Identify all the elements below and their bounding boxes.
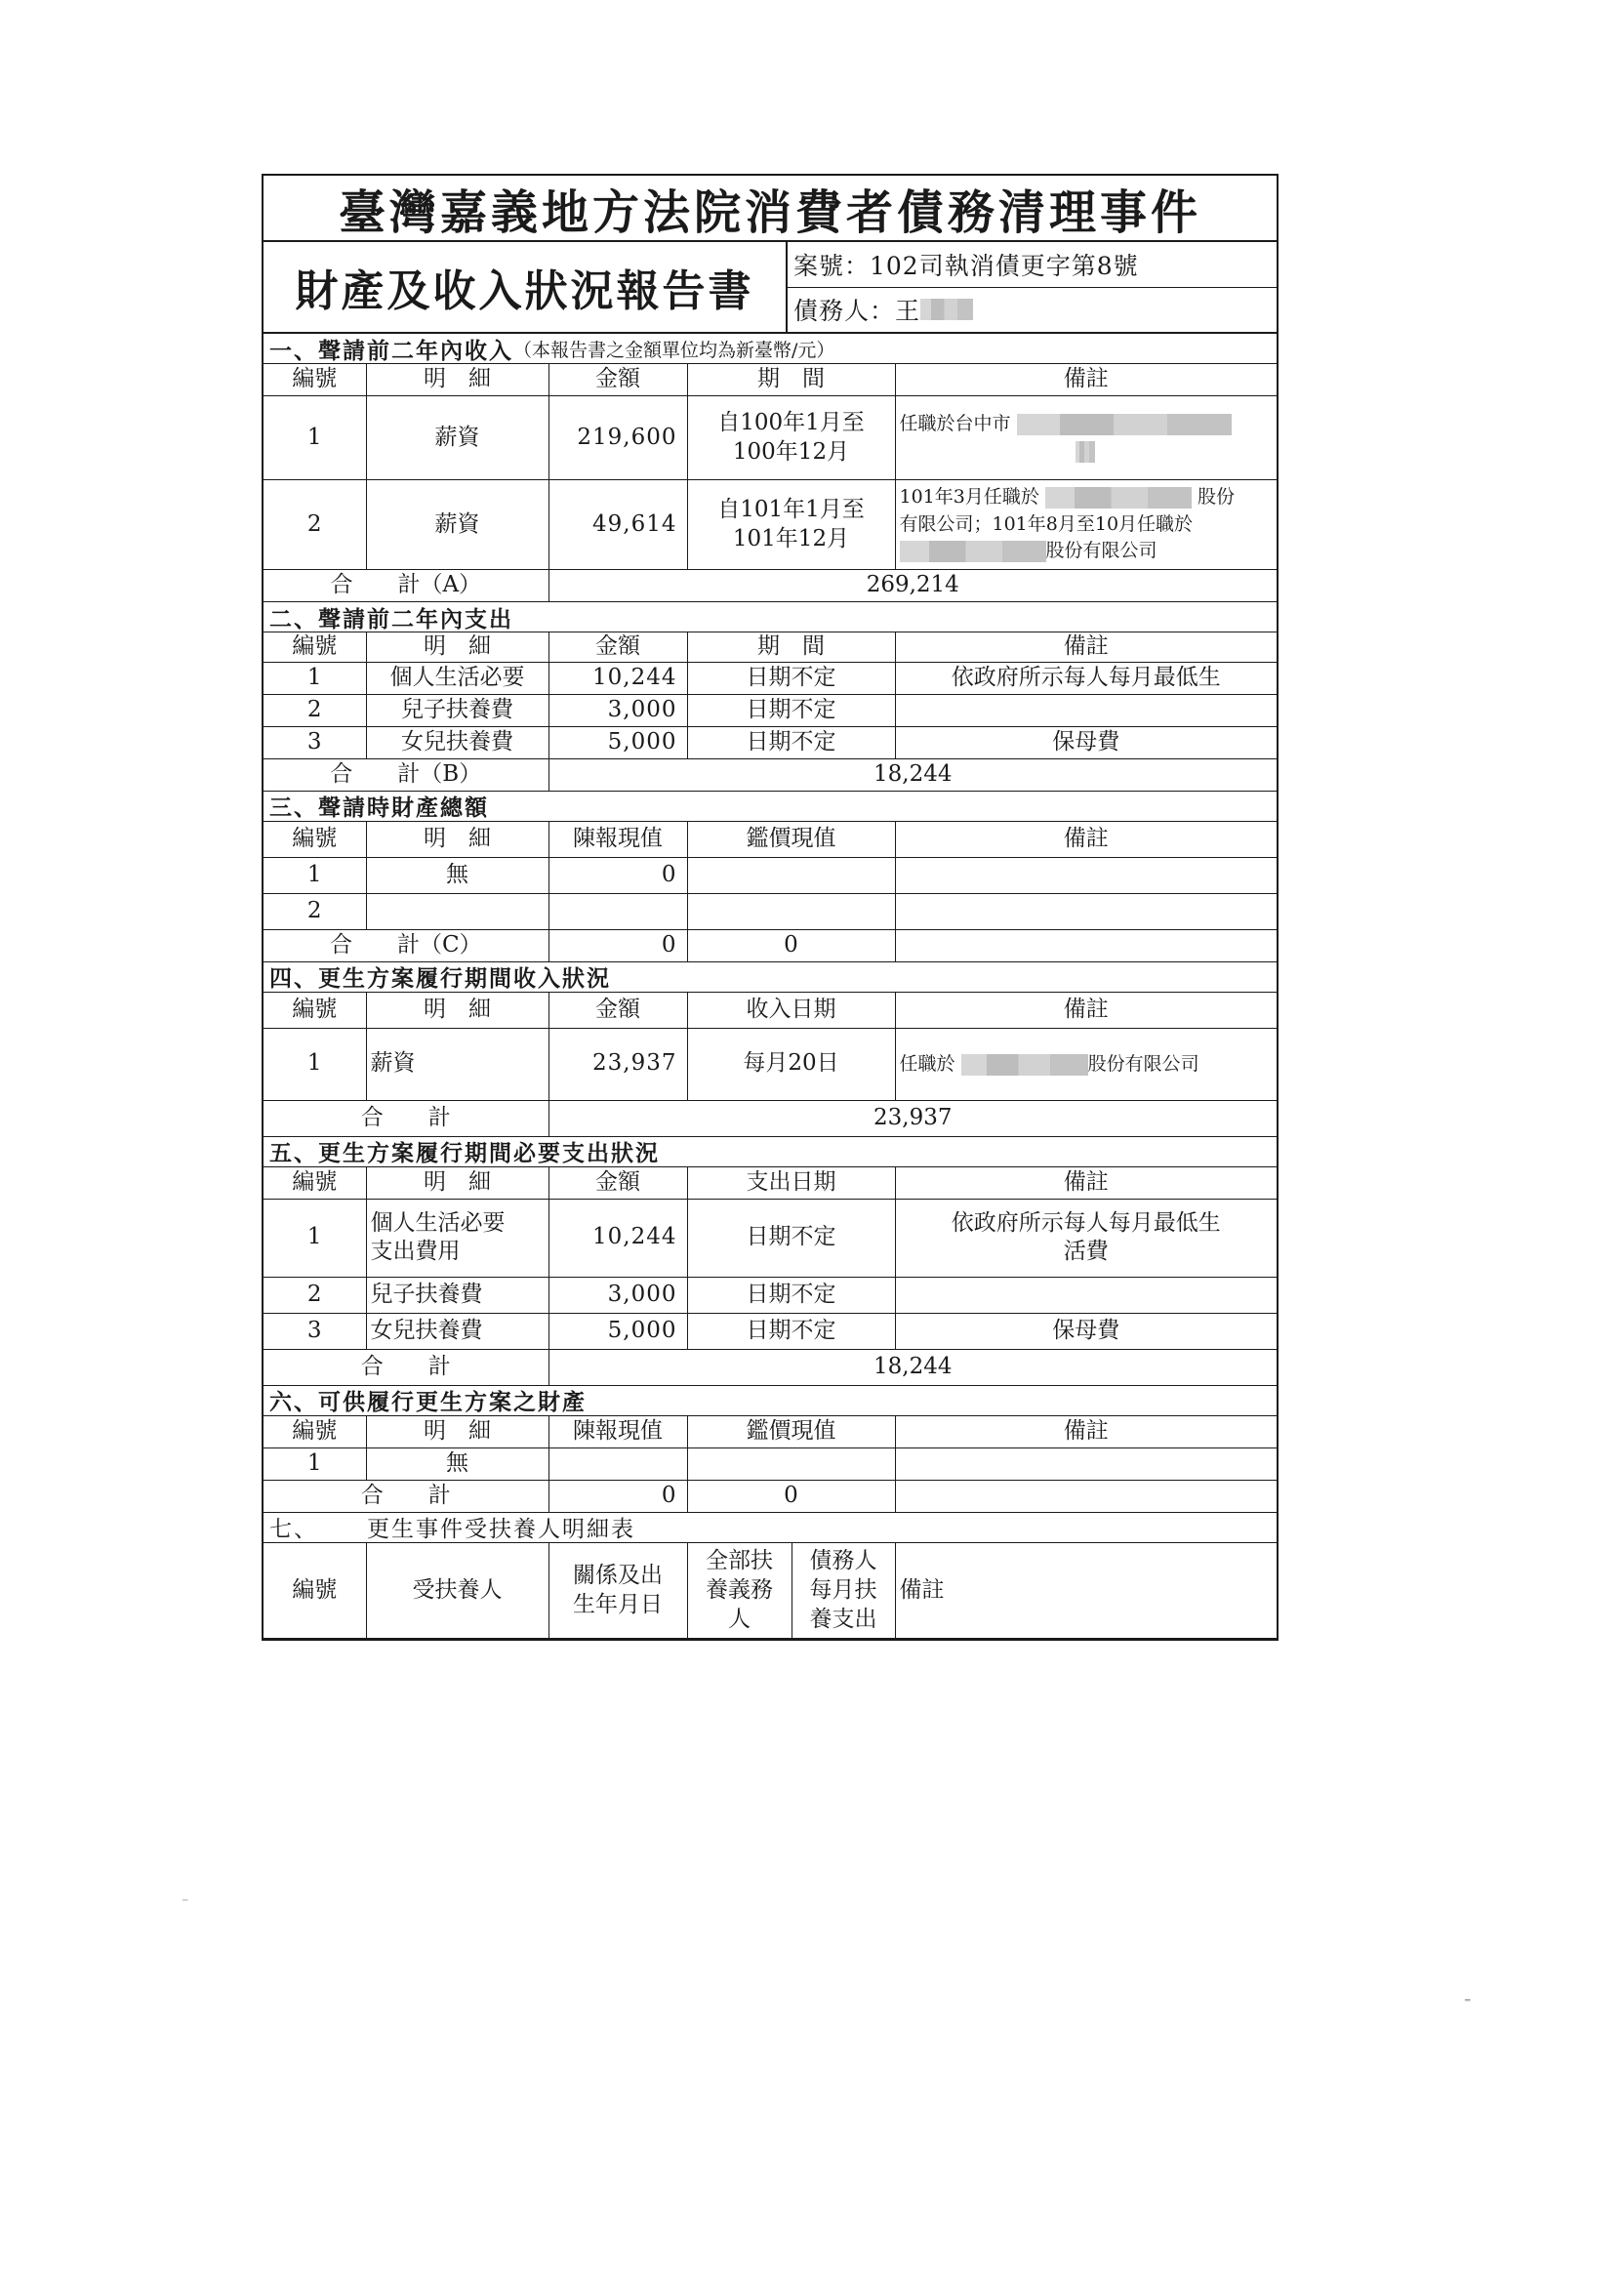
currency-note: （本報告書之金額單位均為新臺幣/元） [513, 339, 835, 361]
section-3-heading [264, 792, 1277, 822]
row-item [366, 1199, 548, 1277]
row-amount: 5,000 [548, 726, 687, 758]
col-detail: 明 細 [366, 1167, 548, 1200]
total-label: 合 計（A） [264, 570, 548, 602]
row-declared: 0 [548, 857, 687, 893]
table-header-row [264, 632, 1277, 662]
col-remark: 備註 [895, 1543, 1277, 1639]
table-row [264, 1199, 1277, 1277]
expense-table [264, 632, 1277, 792]
row-item: 薪資 [366, 1028, 548, 1100]
row-remark: 保母費 [895, 1313, 1277, 1349]
section-2-heading [264, 602, 1277, 632]
row-no: 3 [264, 726, 366, 758]
row-remark [895, 1028, 1277, 1100]
col-remark: 備註 [895, 993, 1277, 1029]
header-line: 全部扶 [706, 1547, 773, 1573]
row-no: 2 [264, 893, 366, 929]
row-remark [895, 1277, 1277, 1313]
row-remark: 依政府所示每人每月最低生 [895, 662, 1277, 694]
col-declared: 陳報現值 [548, 822, 687, 858]
section-3-title: 三、聲請時財產總額 [269, 795, 489, 822]
total-label: 合 計 [264, 1349, 548, 1385]
table-row [264, 857, 1277, 893]
row-item: 無 [366, 1447, 548, 1480]
total-value: 269,214 [548, 570, 1277, 602]
col-detail: 明 細 [366, 1416, 548, 1448]
period-start: 自100年1月至 [717, 409, 865, 435]
col-appraised: 鑑價現值 [687, 822, 895, 858]
col-no: 編號 [264, 1167, 366, 1200]
total-label: 合 計 [264, 1100, 548, 1136]
total-remark [895, 1480, 1277, 1512]
redaction-mark [1045, 487, 1192, 509]
col-relation [548, 1543, 687, 1639]
case-info [788, 242, 1277, 332]
col-remark: 備註 [895, 364, 1277, 396]
dependents-table [264, 1543, 1277, 1640]
scan-speck: ⁼ [1464, 1995, 1472, 2011]
total-row [264, 1480, 1277, 1512]
row-amount: 23,937 [548, 1028, 687, 1100]
row-amount: 3,000 [548, 1277, 687, 1313]
col-no: 編號 [264, 822, 366, 858]
assets-table [264, 822, 1277, 962]
income-table [264, 364, 1277, 602]
total-appraised: 0 [687, 929, 895, 961]
table-row [264, 662, 1277, 694]
total-value: 18,244 [548, 1349, 1277, 1385]
report-subtitle: 財產及收入狀況報告書 [264, 242, 788, 332]
total-remark [895, 929, 1277, 961]
total-label: 合 計（C） [264, 929, 548, 961]
row-amount: 3,000 [548, 694, 687, 726]
row-no: 1 [264, 1028, 366, 1100]
header-line: 每月扶 [809, 1576, 877, 1603]
period-end: 101年12月 [732, 525, 850, 551]
row-no: 3 [264, 1313, 366, 1349]
row-remark [895, 893, 1277, 929]
row-amount: 219,600 [548, 396, 687, 480]
col-amount: 金額 [548, 1167, 687, 1200]
total-appraised: 0 [687, 1480, 895, 1512]
row-item: 女兒扶養費 [366, 726, 548, 758]
total-label: 合 計 [264, 1480, 548, 1512]
table-row [264, 1277, 1277, 1313]
row-item: 薪資 [366, 480, 548, 570]
col-dependent: 受扶養人 [366, 1543, 548, 1639]
table-header-row [264, 364, 1277, 396]
total-row [264, 1100, 1277, 1136]
row-item: 兒子扶養費 [366, 1277, 548, 1313]
item-line: 支出費用 [370, 1239, 461, 1265]
row-item: 個人生活必要 [366, 662, 548, 694]
header-line: 養支出 [809, 1606, 877, 1632]
table-row [264, 694, 1277, 726]
table-header-row [264, 993, 1277, 1029]
col-no: 編號 [264, 993, 366, 1029]
col-remark: 備註 [895, 1167, 1277, 1200]
table-row [264, 726, 1277, 758]
col-period: 期 間 [687, 632, 895, 662]
row-no: 1 [264, 396, 366, 480]
col-detail: 明 細 [366, 364, 548, 396]
table-row [264, 1313, 1277, 1349]
col-detail: 明 細 [366, 822, 548, 858]
remark-text: 股份有限公司 [1045, 540, 1157, 562]
section-7-title: 更生事件受扶養人明細表 [367, 1517, 635, 1543]
header-line: 養義務 [706, 1576, 773, 1603]
total-row [264, 929, 1277, 961]
row-no: 1 [264, 1447, 366, 1480]
row-appraised [687, 857, 895, 893]
col-no: 編號 [264, 1543, 366, 1639]
total-declared: 0 [548, 1480, 687, 1512]
col-amount: 金額 [548, 632, 687, 662]
redaction-mark [920, 299, 973, 320]
redaction-mark [900, 541, 1046, 562]
row-no: 2 [264, 480, 366, 570]
row-period [687, 480, 895, 570]
row-declared [548, 1447, 687, 1480]
row-period: 日期不定 [687, 726, 895, 758]
remark-line: 活費 [1063, 1239, 1109, 1265]
row-item: 兒子扶養費 [366, 694, 548, 726]
total-declared: 0 [548, 929, 687, 961]
report-header [264, 242, 1277, 334]
period-start: 自101年1月至 [717, 496, 865, 522]
row-remark [895, 1199, 1277, 1277]
col-appraised: 鑑價現值 [687, 1416, 895, 1448]
total-row [264, 1349, 1277, 1385]
row-remark [895, 480, 1277, 570]
row-amount: 10,244 [548, 1199, 687, 1277]
section-4-title: 四、更生方案履行期間收入狀況 [269, 965, 611, 993]
row-no: 1 [264, 662, 366, 694]
row-remark: 保母費 [895, 726, 1277, 758]
redaction-mark [1017, 414, 1232, 435]
section-7-number: 七、 [269, 1517, 318, 1543]
col-no: 編號 [264, 1416, 366, 1448]
row-period: 日期不定 [687, 694, 895, 726]
row-remark [895, 857, 1277, 893]
row-appraised [687, 1447, 895, 1480]
col-amount: 金額 [548, 364, 687, 396]
total-value: 18,244 [548, 758, 1277, 791]
row-remark [895, 694, 1277, 726]
col-expense-date: 支出日期 [687, 1167, 895, 1200]
row-no: 1 [264, 857, 366, 893]
table-header-row [264, 1167, 1277, 1200]
col-remark: 備註 [895, 632, 1277, 662]
plan-income-table [264, 993, 1277, 1137]
redaction-mark [1076, 441, 1095, 463]
section-1-heading [264, 334, 1277, 364]
total-row [264, 758, 1277, 791]
table-row [264, 480, 1277, 570]
section-6-title: 六、可供履行更生方案之財產 [269, 1389, 587, 1416]
row-amount: 49,614 [548, 480, 687, 570]
remark-text: 101年3月任職於 [899, 486, 1039, 509]
row-date: 日期不定 [687, 1277, 895, 1313]
col-declared: 陳報現值 [548, 1416, 687, 1448]
plan-assets-table [264, 1416, 1277, 1513]
debtor-name: 債務人：王 [793, 297, 921, 326]
scan-speck: ⁻ [182, 1896, 189, 1911]
col-all-obligors [687, 1543, 792, 1639]
table-row [264, 893, 1277, 929]
remark-text: 任職於 [899, 1052, 955, 1075]
table-header-row [264, 1543, 1277, 1639]
row-amount: 10,244 [548, 662, 687, 694]
remark-text: 股份有限公司 [1087, 1052, 1199, 1075]
remark-text: 股份 [1197, 486, 1235, 509]
row-item: 薪資 [366, 396, 548, 480]
row-period [687, 396, 895, 480]
row-item: 無 [366, 857, 548, 893]
col-remark: 備註 [895, 822, 1277, 858]
col-amount: 金額 [548, 993, 687, 1029]
row-no: 1 [264, 1199, 366, 1277]
row-date: 日期不定 [687, 1199, 895, 1277]
table-row [264, 396, 1277, 480]
total-value: 23,937 [548, 1100, 1277, 1136]
section-2-title: 二、聲請前二年內支出 [269, 605, 513, 632]
section-7-heading [264, 1513, 1277, 1543]
header-line: 債務人 [809, 1547, 877, 1573]
section-5-title: 五、更生方案履行期間必要支出狀況 [269, 1140, 660, 1167]
row-declared [548, 893, 687, 929]
case-number: 案號：102司執消債更字第8號 [788, 242, 1277, 288]
row-appraised [687, 893, 895, 929]
total-label: 合 計（B） [264, 758, 548, 791]
row-remark [895, 396, 1277, 480]
table-row [264, 1447, 1277, 1480]
item-line: 個人生活必要 [370, 1209, 506, 1236]
table-row [264, 1028, 1277, 1100]
row-date: 每月20日 [687, 1028, 895, 1100]
row-no: 2 [264, 694, 366, 726]
col-debtor-monthly [792, 1543, 895, 1639]
row-amount: 5,000 [548, 1313, 687, 1349]
remark-text: 任職於台中市 [899, 412, 1011, 434]
row-item [366, 893, 548, 929]
table-header-row [264, 822, 1277, 858]
col-detail: 明 細 [366, 993, 548, 1029]
table-header-row [264, 1416, 1277, 1448]
remark-line: 依政府所示每人每月最低生 [951, 1209, 1221, 1236]
remark-text: 有限公司；101年8月至10月任職於 [899, 512, 1194, 535]
header-line: 人 [728, 1606, 751, 1632]
section-1-title: 一、聲請前二年內收入 [269, 337, 513, 364]
col-income-date: 收入日期 [687, 993, 895, 1029]
col-period: 期 間 [687, 364, 895, 396]
total-row [264, 570, 1277, 602]
row-period: 日期不定 [687, 662, 895, 694]
header-line: 關係及出 [573, 1562, 663, 1588]
row-remark [895, 1447, 1277, 1480]
header-line: 生年月日 [573, 1591, 663, 1617]
row-date: 日期不定 [687, 1313, 895, 1349]
debtor-line [788, 288, 1277, 333]
page-title: 臺灣嘉義地方法院消費者債務清理事件 [264, 176, 1277, 242]
plan-expense-table [264, 1167, 1277, 1386]
report-form [262, 174, 1279, 1641]
col-no: 編號 [264, 632, 366, 662]
row-item: 女兒扶養費 [366, 1313, 548, 1349]
col-no: 編號 [264, 364, 366, 396]
section-4-heading [264, 962, 1277, 993]
section-5-heading [264, 1137, 1277, 1167]
section-6-heading [264, 1386, 1277, 1416]
redaction-mark [961, 1054, 1088, 1076]
col-remark: 備註 [895, 1416, 1277, 1448]
period-end: 100年12月 [732, 438, 850, 465]
row-no: 2 [264, 1277, 366, 1313]
col-detail: 明 細 [366, 632, 548, 662]
